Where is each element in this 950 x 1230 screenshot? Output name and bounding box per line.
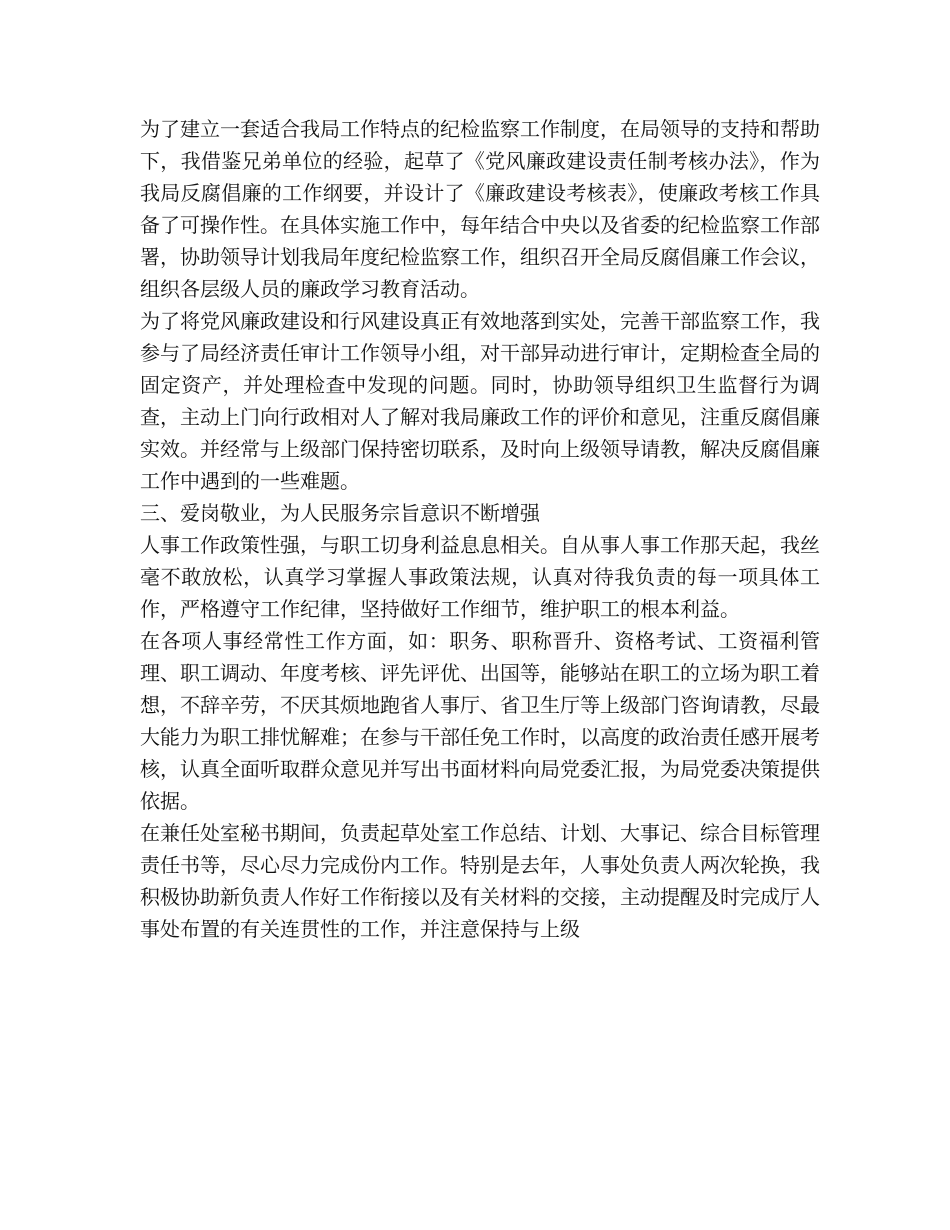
paragraph-office-secretary: 在兼任处室秘书期间，负责起草处室工作总结、计划、大事记、综合目标管理责任书等，尽心尽力完成份内工作。特别是去年，人事处负责人两次轮换，我积极协助新负责人作好工作衔接以及有关材料的交接，主动提醒及时完成厅人事处布置的有关连贯性的工作，并注意保持与上级	[140, 821, 820, 941]
paragraph-cadre-supervision: 为了将党风廉政建设和行风建设真正有效地落到实处，完善干部监察工作，我参与了局经济责任审计工作领导小组，对干部异动进行审计，定期检查全局的固定资产，并处理检查中发现的问题。同时，协助领导组织卫生监督行为调查，主动上门向行政相对人了解对我局廉政工作的评价和意见，注重反腐倡廉实效。并经常与上级部门保持密切联系，及时向上级领导请教，解决反腐倡廉工作中遇到的一些难题。	[140, 309, 820, 493]
paragraph-routine-personnel-work: 在各项人事经常性工作方面，如：职务、职称晋升、资格考试、工资福利管理、职工调动、年度考核、评先评优、出国等，能够站在职工的立场为职工着想，不辞辛劳，不厌其烦地跑省人事厅、省卫生厅等上级部门咨询请教，尽最大能力为职工排忧解难；在参与干部任免工作时，以高度的政治责任感开展考核，认真全面听取群众意见并写出书面材料向局党委汇报，为局党委决策提供依据。	[140, 629, 820, 813]
paragraph-personnel-policy: 人事工作政策性强，与职工切身利益息息相关。自从事人事工作那天起，我丝毫不敢放松，认真学习掌握人事政策法规，认真对待我负责的每一项具体工作，严格遵守工作纪律，坚持做好工作细节，维护职工的根本利益。	[140, 533, 820, 621]
section-heading-dedication: 三、爱岗敬业，为人民服务宗旨意识不断增强	[140, 501, 540, 525]
document-body	[140, 113, 820, 945]
paragraph-discipline-system: 为了建立一套适合我局工作特点的纪检监察工作制度，在局领导的支持和帮助下，我借鉴兄弟单位的经验，起草了《党风廉政建设责任制考核办法》，作为我局反腐倡廉的工作纲要，并设计了《廉政建设考核表》，使廉政考核工作具备了可操作性。在具体实施工作中，每年结合中央以及省委的纪检监察工作部署，协助领导计划我局年度纪检监察工作，组织召开全局反腐倡廉工作会议，组织各层级人员的廉政学习教育活动。	[140, 117, 820, 301]
